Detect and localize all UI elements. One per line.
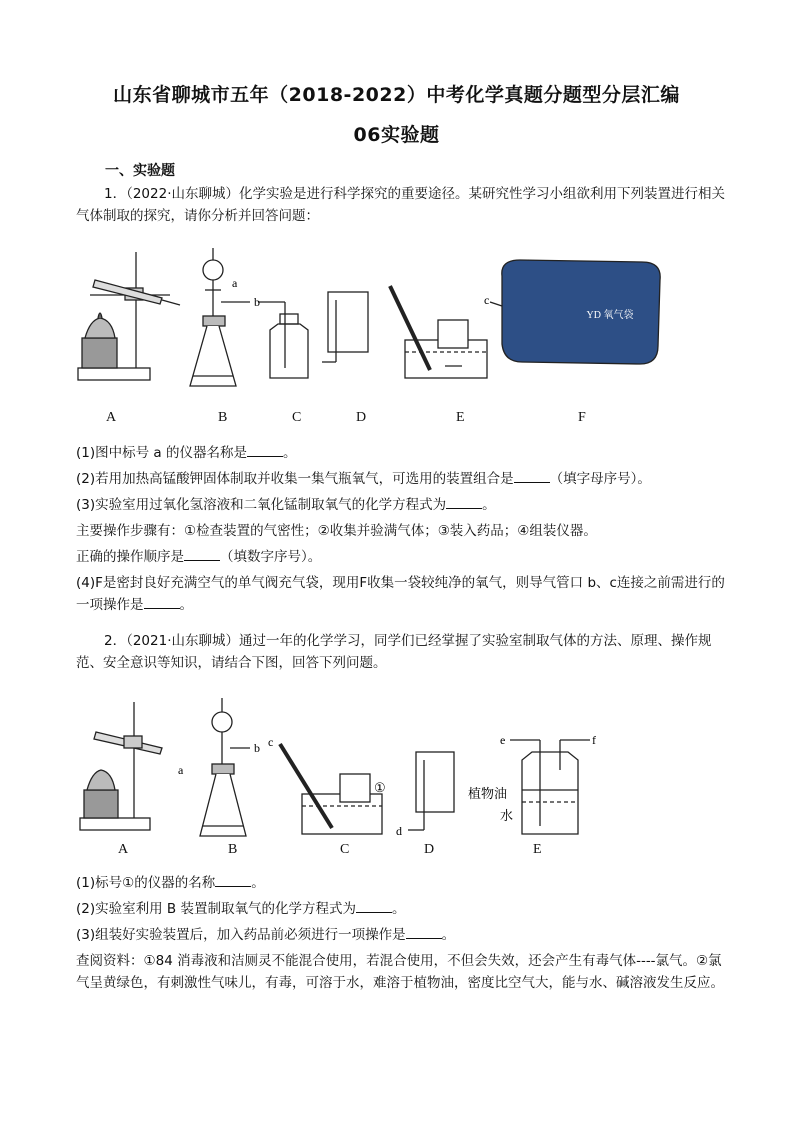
q1-intro: 1．（2022·山东聊城）化学实验是进行科学探究的重要途径。某研究性学习小组欲利用下列装置进行相关气体制取的探究，请你分析并回答问题： bbox=[76, 186, 725, 224]
q1-sub4: (4)F是密封良好充满空气的单气阀充气袋，现用F收集一袋较纯净的氧气，则导气管口 b、c连接之前需进行的一项操作是 。 bbox=[76, 575, 725, 613]
water-label: 水 bbox=[500, 808, 514, 823]
q2-pointer-1: ① bbox=[374, 780, 386, 795]
answer-blank[interactable] bbox=[446, 494, 482, 509]
answer-blank[interactable] bbox=[356, 898, 392, 913]
q1-pointer-c: c bbox=[484, 293, 490, 307]
answer-blank[interactable] bbox=[215, 872, 251, 887]
q2-label-b: B bbox=[228, 842, 238, 857]
q1-label-f: F bbox=[578, 410, 586, 425]
q1-label-a: A bbox=[106, 410, 117, 425]
q1-apparatus-d bbox=[322, 292, 368, 362]
q1-apparatus-figure bbox=[70, 240, 730, 400]
q2-pointer-b: b bbox=[254, 741, 260, 755]
q1-pointer-a: a bbox=[232, 276, 238, 290]
q2-pointer-a: a bbox=[178, 763, 184, 777]
q2-info: 查阅资料：①84 消毒液和洁厕灵不能混合使用，若混合使用，不但会失效，还会产生有毒气体----氯气。②氯气呈黄绿色，有刺激性气味儿，有毒，可溶于水，难溶于植物油，密度比空气大，能与水、碱溶液发生反应。 bbox=[76, 953, 724, 991]
q2-label-a: A bbox=[118, 842, 129, 857]
q1-apparatus-c bbox=[258, 302, 308, 378]
q2-sub2: (2)实验室利用 B 装置制取氧气的化学方程式为 。 bbox=[76, 898, 726, 920]
q2-apparatus-a bbox=[80, 702, 162, 830]
q2-apparatus-figure bbox=[70, 690, 610, 840]
q1-label-b: B bbox=[218, 410, 228, 425]
q2-label-c: C bbox=[340, 842, 350, 857]
oil-label: 植物油 bbox=[468, 786, 508, 801]
q2-label-e: E bbox=[533, 842, 542, 857]
q2-pointer-f: f bbox=[592, 733, 596, 747]
q1-pointer-b: b bbox=[254, 295, 260, 309]
q2-apparatus-b bbox=[200, 698, 250, 836]
q1-sub2: (2)若用加热高锰酸钾固体制取并收集一集气瓶氧气，可选用的装置组合是 （填字母序号）。 bbox=[76, 468, 726, 490]
q2-pointer-c: c bbox=[268, 735, 274, 749]
q1-sub3-order: 正确的操作顺序是 （填数字序号）。 bbox=[76, 546, 726, 568]
q2-apparatus-e bbox=[510, 740, 590, 834]
answer-blank[interactable] bbox=[144, 594, 180, 609]
answer-blank[interactable] bbox=[247, 442, 283, 457]
q2-label-d: D bbox=[424, 842, 435, 857]
document-subtitle: 06实验题 bbox=[353, 124, 440, 146]
section-heading: 一、实验题 bbox=[105, 163, 175, 179]
q1-apparatus-b bbox=[190, 248, 250, 386]
answer-blank[interactable] bbox=[514, 468, 550, 483]
answer-blank[interactable] bbox=[184, 546, 220, 561]
gas-bag-text: YD 氧气袋 bbox=[586, 310, 634, 321]
q2-apparatus-d bbox=[408, 752, 454, 830]
q2-pointer-d: d bbox=[396, 824, 402, 838]
q1-label-c: C bbox=[292, 410, 302, 425]
document-title: 山东省聊城市五年（2018-2022）中考化学真题分题型分层汇编 bbox=[113, 84, 680, 106]
q1-apparatus-e bbox=[390, 286, 490, 378]
q1-label-e: E bbox=[456, 410, 465, 425]
q2-sub1: (1)标号①的仪器的名称 。 bbox=[76, 872, 726, 894]
q2-pointer-e: e bbox=[500, 733, 506, 747]
q1-apparatus-f bbox=[490, 260, 660, 364]
q2-intro: 2．（2021·山东聊城）通过一年的化学学习，同学们已经掌握了实验室制取气体的方法、原理、操作规范、安全意识等知识，请结合下图，回答下列问题。 bbox=[76, 633, 712, 671]
q1-sub1: (1)图中标号 a 的仪器名称是 。 bbox=[76, 442, 726, 464]
q1-sub3-steps: 主要操作步骤有：①检查装置的气密性；②收集并验满气体；③装入药品；④组装仪器。 bbox=[76, 523, 597, 539]
q1-sub3: (3)实验室用过氧化氢溶液和二氧化锰制取氧气的化学方程式为 。 bbox=[76, 494, 726, 516]
q1-label-d: D bbox=[356, 410, 367, 425]
q2-apparatus-c bbox=[280, 744, 382, 834]
q2-sub3: (3)组装好实验装置后，加入药品前必须进行一项操作是 。 bbox=[76, 924, 726, 946]
q1-apparatus-a bbox=[78, 252, 180, 380]
answer-blank[interactable] bbox=[406, 924, 442, 939]
